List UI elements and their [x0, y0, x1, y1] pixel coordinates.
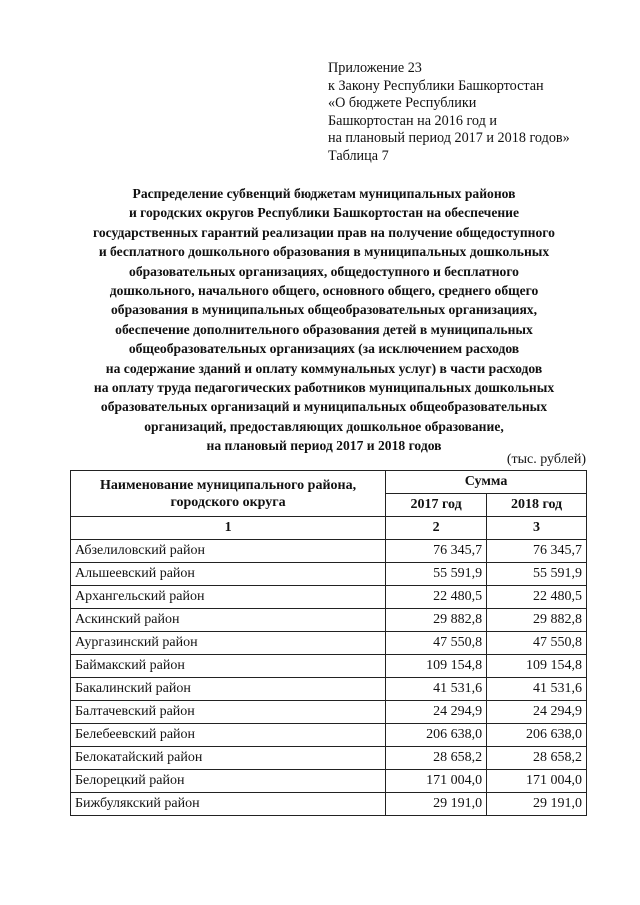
column-number: 3 [487, 517, 587, 540]
district-name: Бакалинский район [71, 678, 386, 701]
table-row [71, 540, 587, 563]
district-name: Бижбулякский район [71, 793, 386, 816]
title-line: государственных гарантий реализации прав на получение общедоступного [93, 224, 555, 240]
table-row [71, 609, 587, 632]
amount-2017: 47 550,8 [386, 632, 487, 655]
district-name: Аургазинский район [71, 632, 386, 655]
district-name: Абзелиловский район [71, 540, 386, 563]
table-row [71, 701, 587, 724]
title-line: образования в муниципальных общеобразовательных организациях, [111, 302, 537, 318]
amount-2018: 47 550,8 [487, 632, 587, 655]
title-line: и городских округов Республики Башкортостан на обеспечение [128, 205, 520, 221]
amount-2018: 24 294,9 [487, 701, 587, 724]
amount-2018: 171 004,0 [487, 770, 587, 793]
column-header-name: Наименование муниципального района, городского округа [71, 471, 386, 517]
title-line: и бесплатного дошкольного образования в муниципальных дошкольных [98, 244, 550, 260]
amount-2018: 109 154,8 [487, 655, 587, 678]
title-line: общеобразовательных организациях (за исключением расходов [128, 341, 520, 357]
amount-2018: 55 591,9 [487, 563, 587, 586]
table-row [71, 563, 587, 586]
document-title [60, 184, 588, 456]
appendix-line: к Закону Республики Башкортостан [328, 77, 544, 94]
amount-2017: 41 531,6 [386, 678, 487, 701]
appendix-header [328, 60, 628, 166]
table-row [71, 678, 587, 701]
amount-2018: 41 531,6 [487, 678, 587, 701]
amount-2018: 28 658,2 [487, 747, 587, 770]
title-line: дошкольного, начального общего, основного общего, среднего общего [109, 283, 539, 299]
amount-2017: 29 191,0 [386, 793, 487, 816]
amount-2018: 76 345,7 [487, 540, 587, 563]
district-name: Альшеевский район [71, 563, 386, 586]
column-number: 1 [71, 517, 386, 540]
title-line: образовательных организаций и муниципальных общеобразовательных [100, 399, 548, 415]
appendix-line: Приложение 23 [328, 60, 422, 76]
amount-2017: 171 004,0 [386, 770, 487, 793]
amount-2018: 29 882,8 [487, 609, 587, 632]
title-line: на плановый период 2017 и 2018 годов [206, 438, 442, 454]
table-row [71, 632, 587, 655]
district-name: Архангельский район [71, 586, 386, 609]
amount-2017: 28 658,2 [386, 747, 487, 770]
appendix-line: Башкортостан на 2016 год и [328, 112, 497, 129]
title-line: обеспечение дополнительного образования детей в муниципальных [115, 321, 533, 337]
district-name: Белебеевский район [71, 724, 386, 747]
district-name: Баймакский район [71, 655, 386, 678]
district-name: Белорецкий район [71, 770, 386, 793]
table-row [71, 655, 587, 678]
amount-2018: 29 191,0 [487, 793, 587, 816]
table-row [71, 724, 587, 747]
title-line: на содержание зданий и оплату коммунальных услуг) в части расходов [105, 360, 543, 376]
amount-2017: 24 294,9 [386, 701, 487, 724]
column-header-2018: 2018 год [487, 494, 587, 517]
table-row [71, 747, 587, 770]
table-row [71, 586, 587, 609]
table-number: Таблица 7 [328, 147, 389, 164]
amount-2017: 206 638,0 [386, 724, 487, 747]
district-name: Балтачевский район [71, 701, 386, 724]
subventions-table [70, 470, 587, 816]
amount-2017: 55 591,9 [386, 563, 487, 586]
title-line: на оплату труда педагогических работников муниципальных дошкольных [93, 380, 555, 396]
amount-2017: 22 480,5 [386, 586, 487, 609]
amount-2017: 76 345,7 [386, 540, 487, 563]
title-line: образовательных организациях, общедоступного и бесплатного [129, 263, 519, 279]
district-name: Аскинский район [71, 609, 386, 632]
title-line: Распределение субвенций бюджетам муниципальных районов [132, 186, 516, 201]
district-name: Белокатайский район [71, 747, 386, 770]
table-row [71, 793, 587, 816]
appendix-line: «О бюджете Республики [328, 95, 477, 112]
appendix-line: на плановый период 2017 и 2018 годов» [328, 130, 570, 147]
amount-2017: 109 154,8 [386, 655, 487, 678]
column-header-sum: Сумма [386, 471, 587, 494]
column-number: 2 [386, 517, 487, 540]
title-line: организаций, предоставляющих дошкольное образование, [144, 418, 504, 434]
amount-2017: 29 882,8 [386, 609, 487, 632]
table-row [71, 770, 587, 793]
amount-2018: 206 638,0 [487, 724, 587, 747]
units-label: (тыс. рублей) [506, 452, 586, 467]
column-header-2017: 2017 год [386, 494, 487, 517]
amount-2018: 22 480,5 [487, 586, 587, 609]
